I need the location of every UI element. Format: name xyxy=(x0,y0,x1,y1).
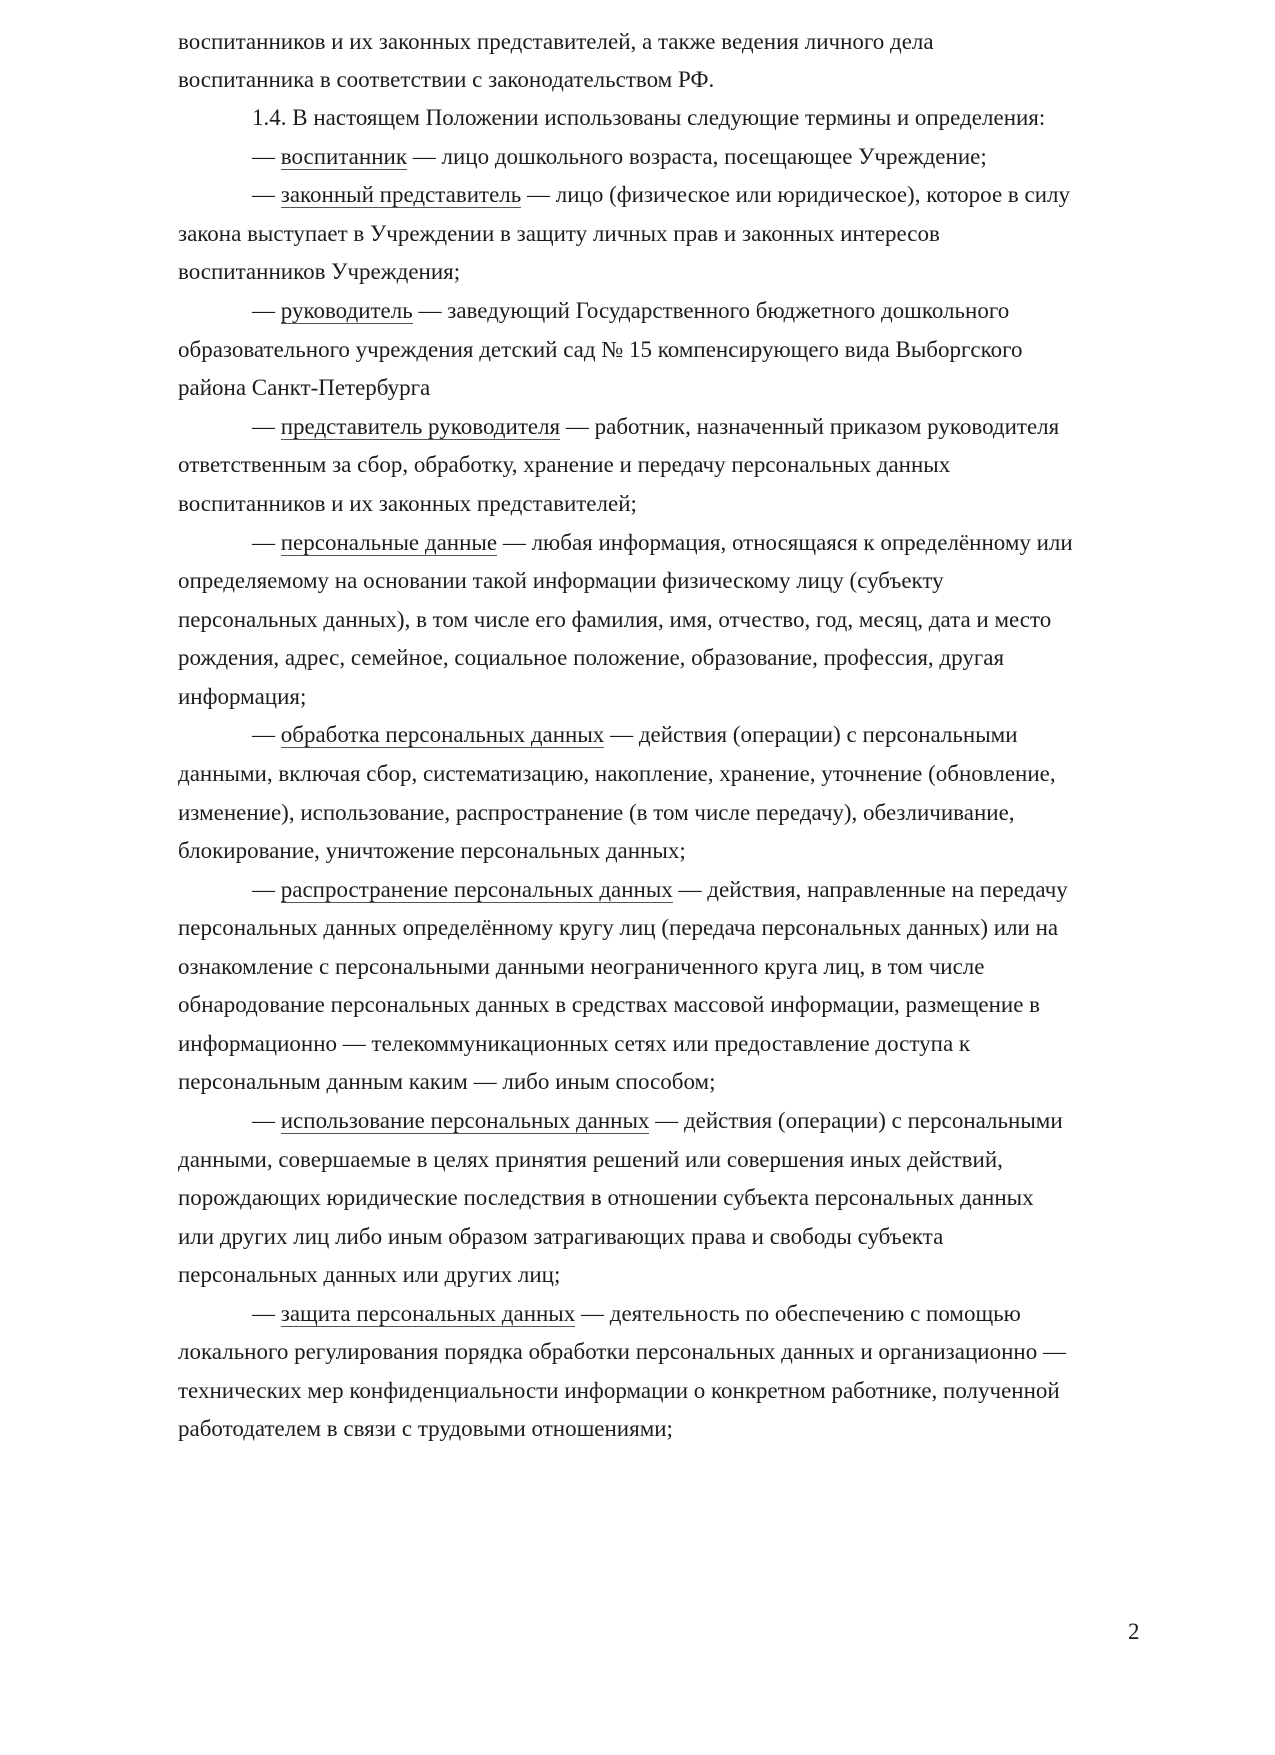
text-line: района Санкт-Петербурга xyxy=(178,375,431,400)
term-tail: — лицо дошкольного возраста, посещающее Учреждение; xyxy=(407,144,987,169)
term-tail: — действия, направленные на передачу xyxy=(672,877,1068,902)
term-name: защита персональных данных xyxy=(280,1301,576,1326)
text-line: персональных данных определённому кругу лиц (передача персональных данных) или на xyxy=(178,915,1059,940)
text-line: воспитанника в соответствии с законодательством РФ. xyxy=(178,67,715,92)
text-line: персональным данным каким — либо иным способом; xyxy=(178,1069,716,1094)
text-line: определяемому на основании такой информации физическому лицу (субъекту xyxy=(178,568,944,593)
term-tail: — заведующий Государственного бюджетного дошкольного xyxy=(412,298,1010,323)
text-line: блокирование, уничтожение персональных данных; xyxy=(178,838,686,863)
term-definition-personalnye-dannye xyxy=(252,529,1073,557)
text-line: воспитанников и их законных представителей, а также ведения личного дела xyxy=(178,29,934,54)
text-line: закона выступает в Учреждении в защиту личных прав и законных интересов xyxy=(178,221,940,246)
term-definition-zashchita xyxy=(252,1300,1021,1328)
term-name: персональные данные xyxy=(280,530,498,555)
text-line: персональных данных или других лиц; xyxy=(178,1262,561,1287)
term-tail: — деятельность по обеспечению с помощью xyxy=(575,1301,1021,1326)
term-name: обработка персональных данных xyxy=(280,722,605,747)
term-name: воспитанник xyxy=(280,144,407,169)
text-line: локального регулирования порядка обработки персональных данных и организационно — xyxy=(178,1339,1066,1364)
term-dash: — xyxy=(252,722,281,747)
text-line: данными, совершаемые в целях принятия решений или совершения иных действий, xyxy=(178,1147,1003,1172)
term-dash: — xyxy=(252,182,281,207)
term-dash: — xyxy=(252,1108,281,1133)
term-tail: — действия (операции) с персональными xyxy=(649,1108,1063,1133)
text-line: персональных данных), в том числе его фамилия, имя, отчество, год, месяц, дата и место xyxy=(178,607,1052,632)
term-definition-ispolzovanie xyxy=(252,1107,1063,1135)
term-definition-rukovoditel xyxy=(252,297,1009,325)
term-name: распространение персональных данных xyxy=(280,877,673,902)
term-dash: — xyxy=(252,877,281,902)
term-dash: — xyxy=(252,1301,281,1326)
text-line: обнародование персональных данных в средствах массовой информации, размещение в xyxy=(178,992,1041,1017)
text-line: технических мер конфиденциальности информации о конкретном работнике, полученной xyxy=(178,1378,1060,1403)
text-line: ответственным за сбор, обработку, хранение и передачу персональных данных xyxy=(178,452,951,477)
text-line: изменение), использование, распространение (в том числе передачу), обезличивание, xyxy=(178,800,1015,825)
term-tail: — действия (операции) с персональными xyxy=(604,722,1018,747)
term-dash: — xyxy=(252,414,281,439)
text-line: образовательного учреждения детский сад № 15 компенсирующего вида Выборгского xyxy=(178,337,1023,362)
term-definition-vospitannik xyxy=(252,143,987,171)
term-definition-rasprostranenie xyxy=(252,876,1068,904)
term-dash: — xyxy=(252,530,281,555)
text-line: или других лиц либо иным образом затрагивающих права и свободы субъекта xyxy=(178,1224,944,1249)
text-line: ознакомление с персональными данными неограниченного круга лиц, в том числе xyxy=(178,954,985,979)
term-tail: — работник, назначенный приказом руководителя xyxy=(560,414,1060,439)
term-definition-obrabotka xyxy=(252,721,1018,749)
text-line: информационно — телекоммуникационных сетях или предоставление доступа к xyxy=(178,1031,971,1056)
text-line: информация; xyxy=(178,684,307,709)
text-line: воспитанников Учреждения; xyxy=(178,259,461,284)
term-tail: — лицо (физическое или юридическое), которое в силу xyxy=(521,182,1071,207)
term-definition-predstavitel-rukovoditelya xyxy=(252,413,1059,441)
text-line: воспитанников и их законных представителей; xyxy=(178,491,637,516)
term-definition-zakonny-predstavitel xyxy=(252,181,1070,209)
term-name: законный представитель xyxy=(280,182,522,207)
text-line: данными, включая сбор, систематизацию, накопление, хранение, уточнение (обновление, xyxy=(178,761,1056,786)
term-tail: — любая информация, относящаяся к определённому или xyxy=(497,530,1073,555)
section-heading-1-4: 1.4. В настоящем Положении использованы следующие термины и определения: xyxy=(252,105,1046,130)
term-dash: — xyxy=(252,298,281,323)
text-line: порождающих юридические последствия в отношении субъекта персональных данных xyxy=(178,1185,1034,1210)
term-dash: — xyxy=(252,144,281,169)
text-line: работодателем в связи с трудовыми отношениями; xyxy=(178,1416,673,1441)
term-name: руководитель xyxy=(280,298,413,323)
term-name: представитель руководителя xyxy=(280,414,561,439)
page-number: 2 xyxy=(1128,1619,1140,1644)
text-line: рождения, адрес, семейное, социальное положение, образование, профессия, другая xyxy=(178,645,1005,670)
term-name: использование персональных данных xyxy=(280,1108,650,1133)
